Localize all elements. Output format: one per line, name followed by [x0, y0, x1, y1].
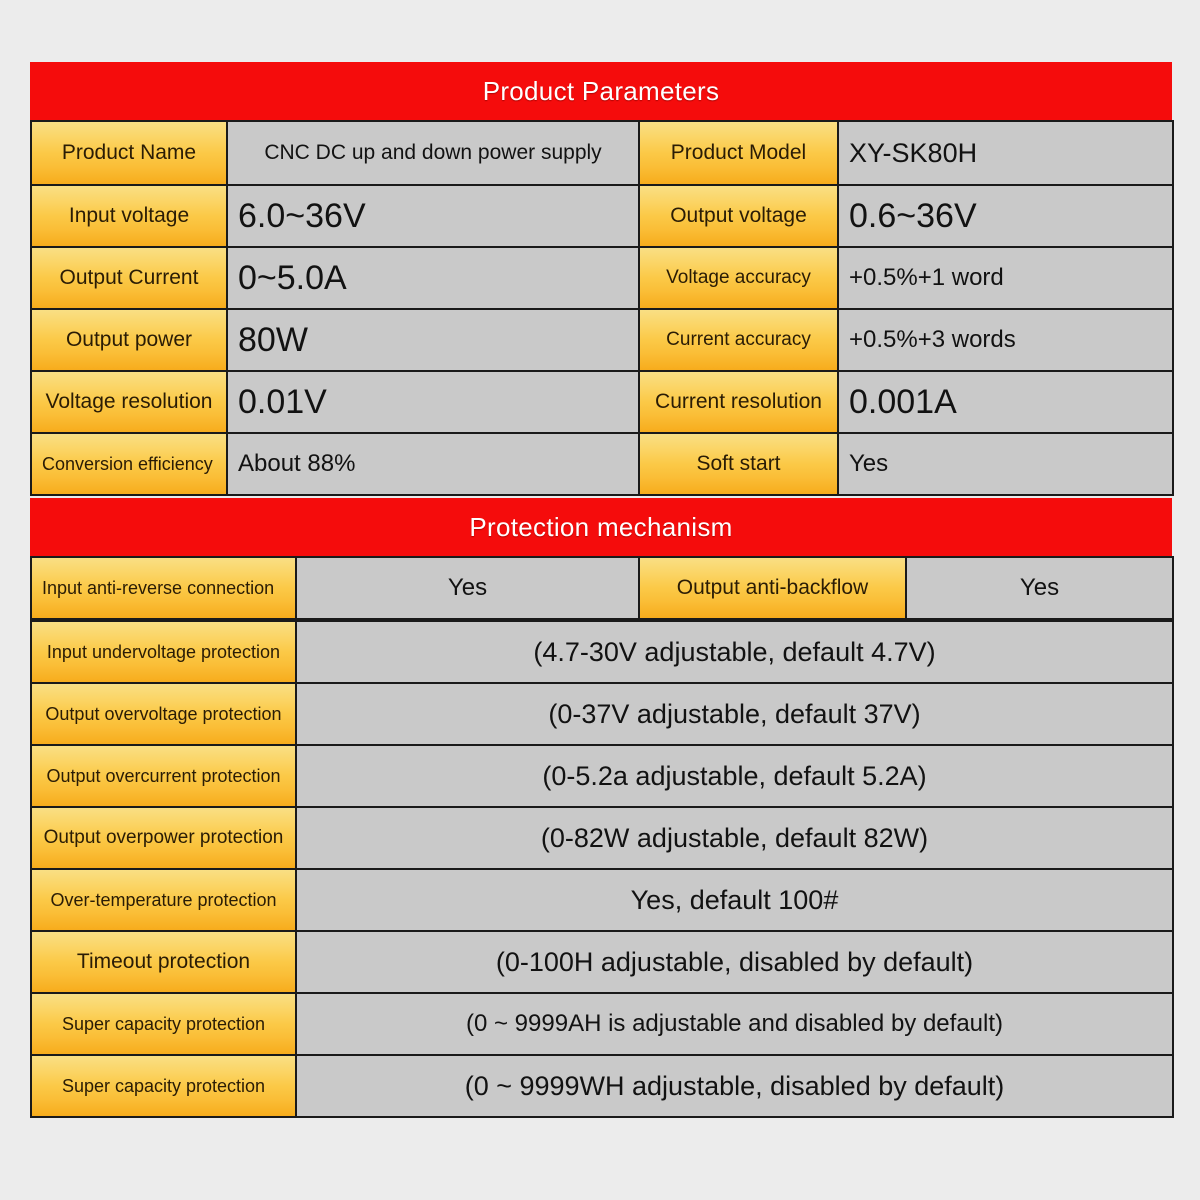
label-soft-start: Soft start	[639, 433, 838, 495]
table-row	[31, 745, 1173, 807]
value-conversion-efficiency: About 88%	[227, 433, 639, 495]
value-input-anti-reverse-connection: Yes	[296, 557, 639, 619]
value-voltage-resolution: 0.01V	[227, 371, 639, 433]
label-current-accuracy: Current accuracy	[639, 309, 838, 371]
value-output-overpower-protection: (0-82W adjustable, default 82W)	[296, 807, 1173, 869]
table-row	[31, 121, 1173, 185]
value-input-undervoltage-protection: (4.7-30V adjustable, default 4.7V)	[296, 621, 1173, 683]
spec-sheet	[30, 62, 1172, 1130]
label-output-anti-backflow: Output anti-backflow	[639, 557, 906, 619]
label-output-overpower-protection: Output overpower protection	[31, 807, 296, 869]
value-product-name: CNC DC up and down power supply	[227, 121, 639, 185]
value-output-voltage: 0.6~36V	[838, 185, 1173, 247]
table-row	[31, 1055, 1173, 1117]
label-output-overcurrent-protection: Output overcurrent protection	[31, 745, 296, 807]
value-input-voltage: 6.0~36V	[227, 185, 639, 247]
protection-table	[30, 620, 1174, 1118]
label-product-model: Product Model	[639, 121, 838, 185]
table-row	[31, 993, 1173, 1055]
label-output-overvoltage-protection: Output overvoltage protection	[31, 683, 296, 745]
table-row	[31, 869, 1173, 931]
value-super-capacity-protection-wh: (0 ~ 9999WH adjustable, disabled by default)	[296, 1055, 1173, 1117]
table-row	[31, 247, 1173, 309]
value-current-accuracy: +0.5%+3 words	[838, 309, 1173, 371]
label-output-current: Output Current	[31, 247, 227, 309]
value-super-capacity-protection-ah: (0 ~ 9999AH is adjustable and disabled by default)	[296, 993, 1173, 1055]
value-current-resolution: 0.001A	[838, 371, 1173, 433]
label-output-voltage: Output voltage	[639, 185, 838, 247]
table-row	[31, 683, 1173, 745]
value-over-temperature-protection: Yes, default 100#	[296, 869, 1173, 931]
label-voltage-accuracy: Voltage accuracy	[639, 247, 838, 309]
table-row	[31, 433, 1173, 495]
value-output-overcurrent-protection: (0-5.2a adjustable, default 5.2A)	[296, 745, 1173, 807]
label-voltage-resolution: Voltage resolution	[31, 371, 227, 433]
label-input-voltage: Input voltage	[31, 185, 227, 247]
label-over-temperature-protection: Over-temperature protection	[31, 869, 296, 931]
protection-split-table	[30, 556, 1174, 620]
table-row	[31, 185, 1173, 247]
table-row	[31, 309, 1173, 371]
protection-mechanism-header: Protection mechanism	[30, 498, 1172, 556]
label-input-undervoltage-protection: Input undervoltage protection	[31, 621, 296, 683]
value-output-power: 80W	[227, 309, 639, 371]
label-output-power: Output power	[31, 309, 227, 371]
product-parameters-table	[30, 120, 1174, 496]
value-soft-start: Yes	[838, 433, 1173, 495]
value-product-model: XY-SK80H	[838, 121, 1173, 185]
label-super-capacity-protection-wh: Super capacity protection	[31, 1055, 296, 1117]
label-conversion-efficiency: Conversion efficiency	[31, 433, 227, 495]
label-input-anti-reverse-connection: Input anti-reverse connection	[31, 557, 296, 619]
value-output-current: 0~5.0A	[227, 247, 639, 309]
value-output-anti-backflow: Yes	[906, 557, 1173, 619]
table-row	[31, 557, 1173, 619]
value-timeout-protection: (0-100H adjustable, disabled by default)	[296, 931, 1173, 993]
label-current-resolution: Current resolution	[639, 371, 838, 433]
label-product-name: Product Name	[31, 121, 227, 185]
table-row	[31, 621, 1173, 683]
label-timeout-protection: Timeout protection	[31, 931, 296, 993]
value-voltage-accuracy: +0.5%+1 word	[838, 247, 1173, 309]
label-super-capacity-protection-ah: Super capacity protection	[31, 993, 296, 1055]
product-parameters-header: Product Parameters	[30, 62, 1172, 120]
table-row	[31, 931, 1173, 993]
value-output-overvoltage-protection: (0-37V adjustable, default 37V)	[296, 683, 1173, 745]
table-row	[31, 807, 1173, 869]
table-row	[31, 371, 1173, 433]
